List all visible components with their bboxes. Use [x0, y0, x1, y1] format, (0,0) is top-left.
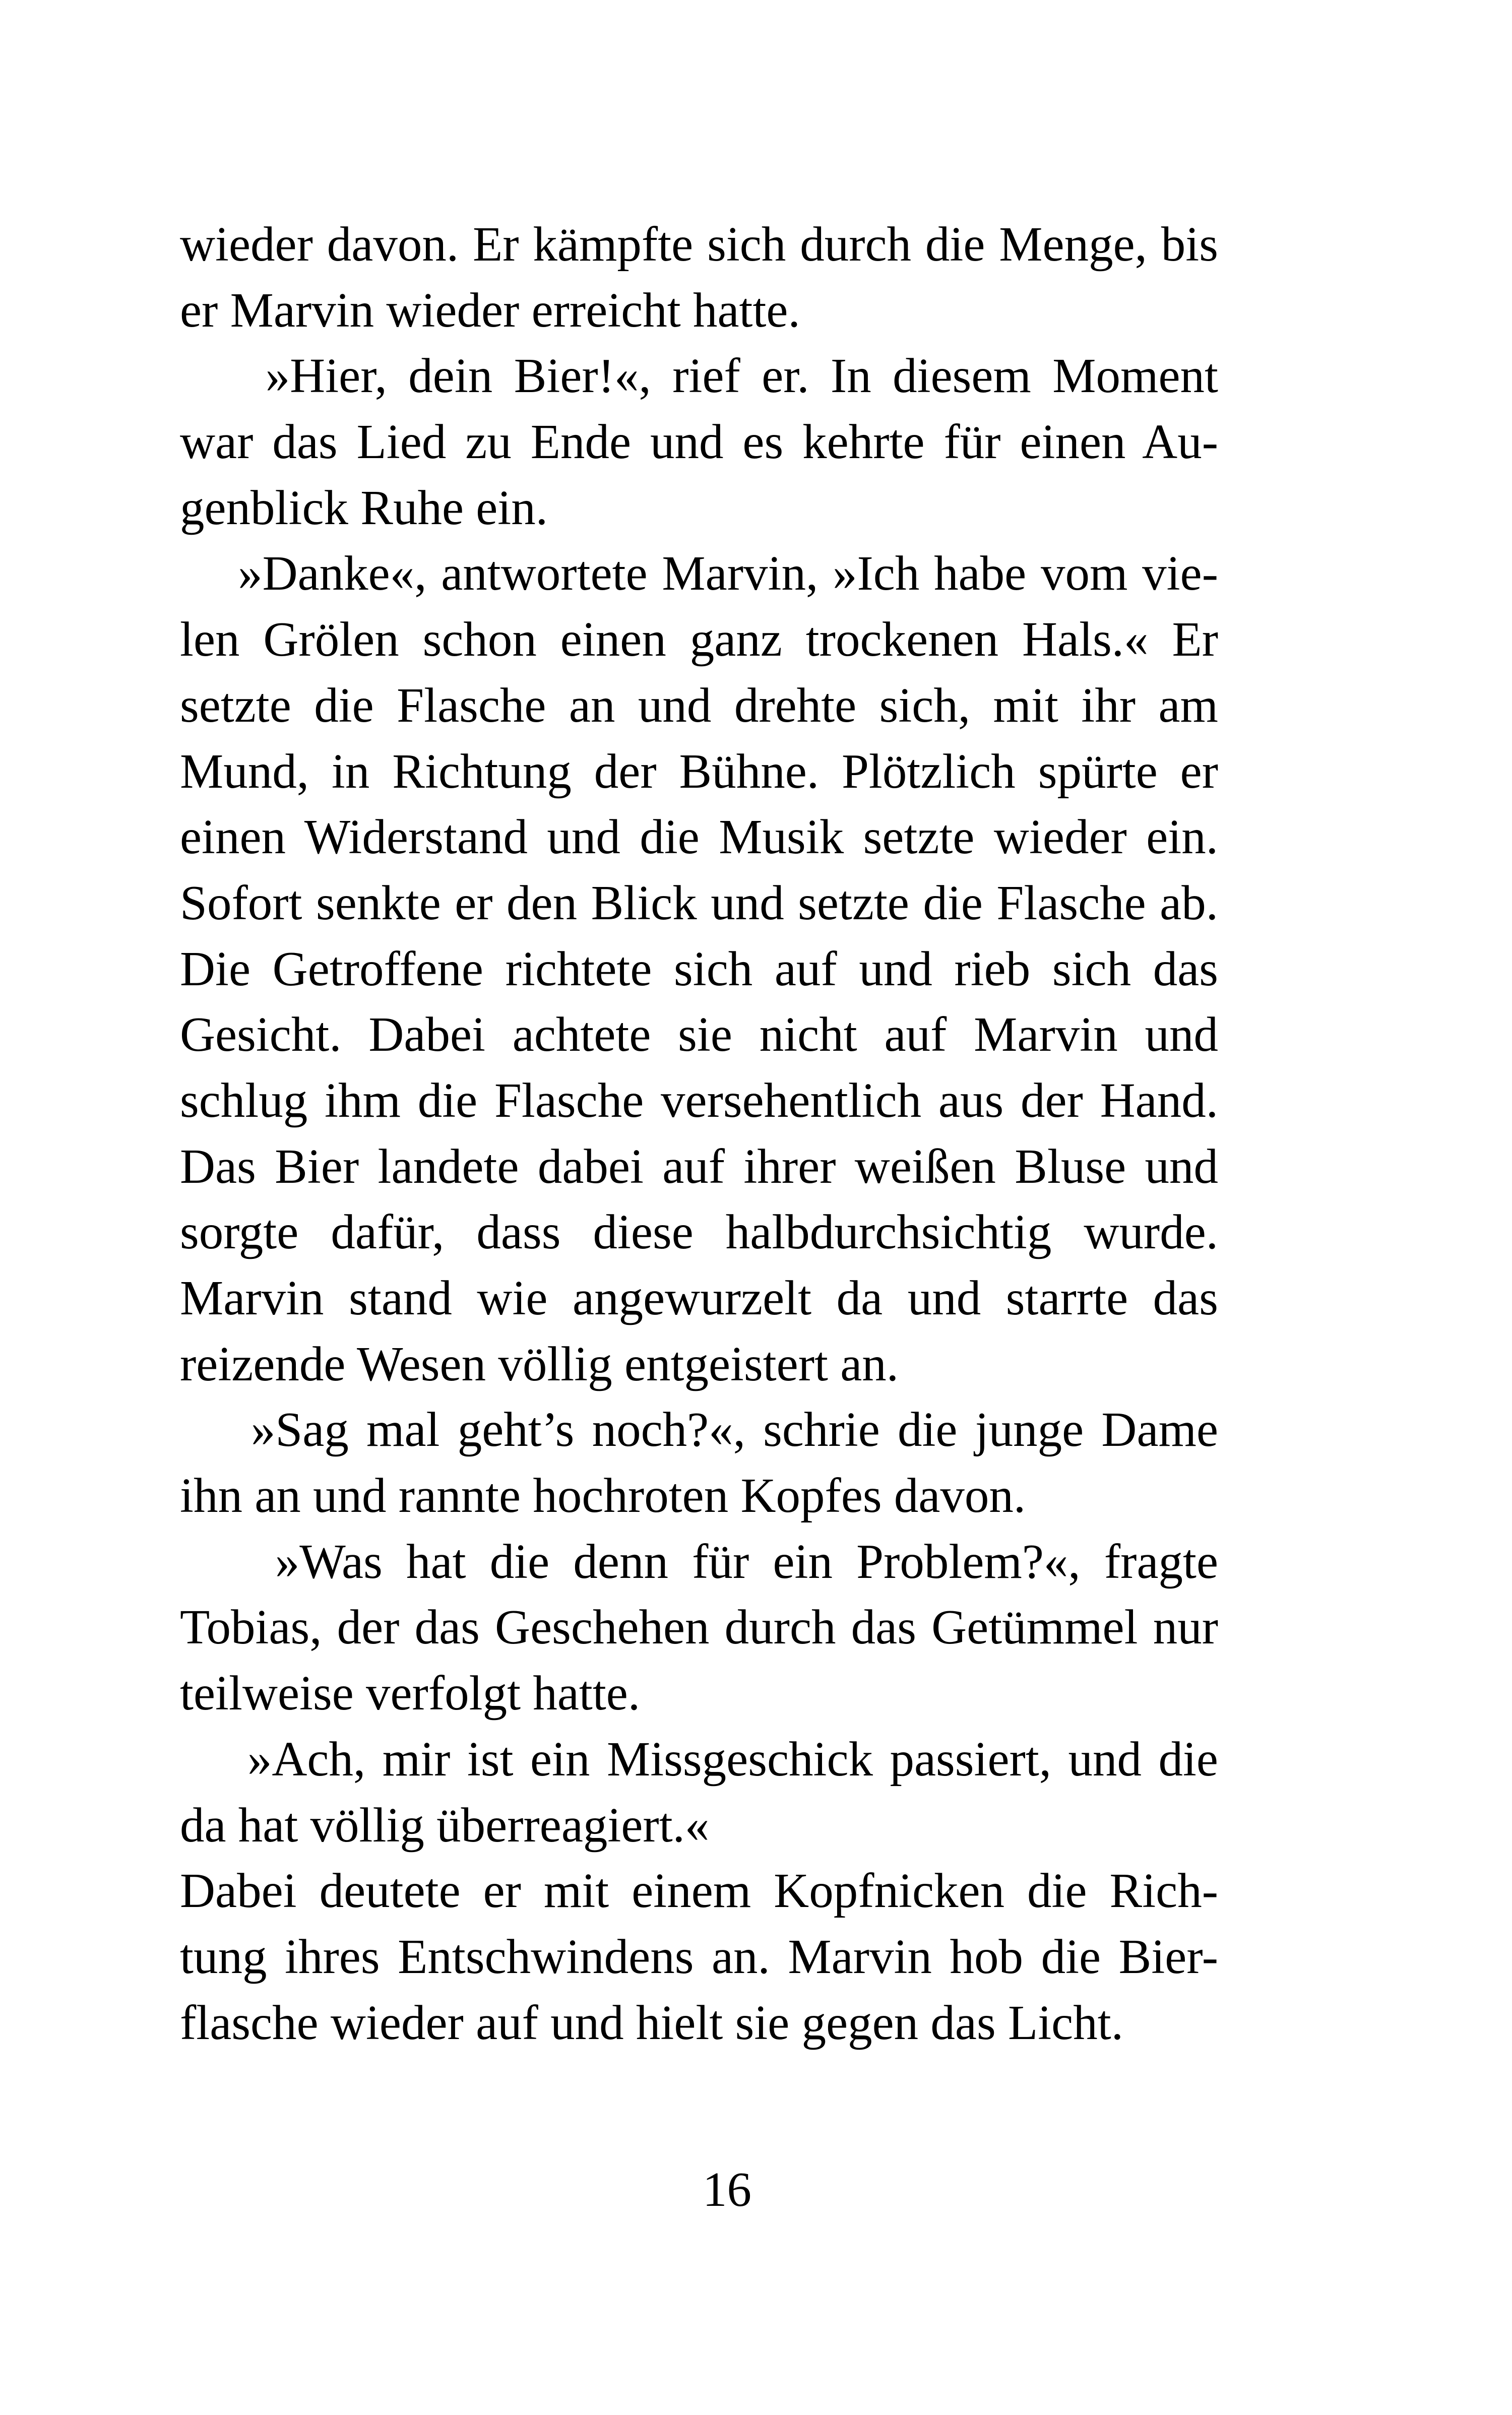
body-text	[180, 212, 1218, 2056]
text-line: »Ach, mir ist ein Missgeschick passiert, und die	[180, 1732, 1218, 1786]
text-line: Sofort senkte er den Blick und setzte die Flasche ab.	[180, 875, 1218, 930]
text-line: er Marvin wieder erreicht hatte.	[180, 283, 800, 337]
text-line: ihn an und rannte hochroten Kopfes davon.	[180, 1469, 1026, 1523]
text-line: Gesicht. Dabei achtete sie nicht auf Marvin und	[180, 1007, 1218, 1062]
text-line: tung ihres Entschwindens an. Marvin hob die Bier-	[180, 1929, 1218, 1984]
text-line: einen Widerstand und die Musik setzte wieder ein.	[180, 810, 1218, 864]
text-line: »Was hat die denn für ein Problem?«, fragte	[180, 1534, 1218, 1588]
text-line: setzte die Flasche an und drehte sich, mit ihr am	[180, 678, 1218, 732]
text-line: Das Bier landete dabei auf ihrer weißen Bluse und	[180, 1139, 1218, 1193]
text-line: »Hier, dein Bier!«, rief er. In diesem Moment	[180, 349, 1218, 403]
text-line: war das Lied zu Ende und es kehrte für einen Au-	[180, 415, 1218, 469]
text-line: flasche wieder auf und hielt sie gegen das Licht.	[180, 1995, 1123, 2050]
text-line: len Grölen schon einen ganz trockenen Hals.« Er	[180, 612, 1218, 667]
page-number: 16	[703, 2163, 751, 2216]
text-line: Marvin stand wie angewurzelt da und starrte das	[180, 1271, 1218, 1325]
text-line: teilweise verfolgt hatte.	[180, 1666, 641, 1721]
text-line: schlug ihm die Flasche versehentlich aus der Hand.	[180, 1073, 1218, 1127]
text-line: »Sag mal geht’s noch?«, schrie die junge Dame	[180, 1403, 1218, 1457]
text-line: sorgte dafür, dass diese halbdurchsichtig wurde.	[180, 1205, 1218, 1259]
text-line: Mund, in Richtung der Bühne. Plötzlich spürte er	[180, 744, 1218, 798]
text-line: »Danke«, antwortete Marvin, »Ich habe vom vie-	[180, 546, 1218, 601]
text-line: wieder davon. Er kämpfte sich durch die Menge, bis	[180, 217, 1218, 271]
text-line: Dabei deutete er mit einem Kopfnicken die Rich-	[180, 1864, 1218, 1918]
text-line: da hat völlig überreagiert.«	[180, 1798, 710, 1852]
text-line: genblick Ruhe ein.	[180, 480, 548, 535]
text-line: Die Getroffene richtete sich auf und rieb sich das	[180, 941, 1218, 996]
text-line: Tobias, der das Geschehen durch das Getümmel nur	[180, 1600, 1218, 1655]
text-line: reizende Wesen völlig entgeistert an.	[180, 1337, 899, 1391]
